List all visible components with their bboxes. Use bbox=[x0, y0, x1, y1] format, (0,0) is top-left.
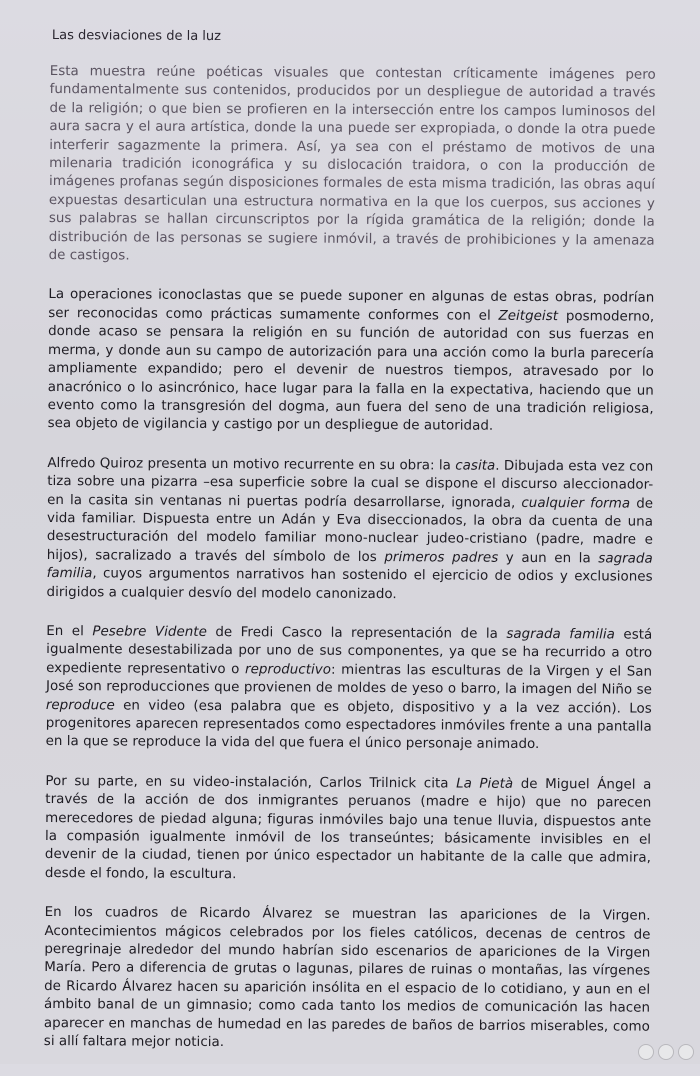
text-run: : mientras las esculturas de la Virgen y el San José son reproducciones que provienen de moldes de yeso o barro, la imagen del Niño se bbox=[45, 662, 653, 698]
badge-icon bbox=[638, 1044, 654, 1060]
italic-text: Zeitgeist bbox=[498, 308, 559, 324]
text-run: Por su parte, en su video-instalación, Carlos Trilnick cita bbox=[45, 773, 457, 792]
italic-text: sagrada familia bbox=[506, 626, 616, 643]
document-body bbox=[44, 63, 656, 1055]
paragraph bbox=[44, 904, 651, 1055]
italic-text: cualquier forma bbox=[521, 495, 631, 512]
italic-text: primeros padres bbox=[384, 549, 499, 566]
text-run: en video (esa palabra que es objeto, dispositivo y a la vez acción). Los progenitores aparecen representados como espectadores inmóviles frente a una pantalla en la que se reproduce la vida del que fuera el único personaje animado. bbox=[45, 698, 652, 753]
text-run: . Dibujada esta vez con tiza sobre una pizarra –esa superficie sobre la cual se dispone el discurso aleccionador- en la casita sin ventanas ni puertas podría desarrollarse, ignorada, bbox=[47, 458, 654, 511]
document-page bbox=[44, 28, 656, 1076]
paragraph bbox=[45, 773, 652, 887]
italic-text: casita bbox=[455, 458, 496, 474]
text-run: Alfredo Quiroz presenta un motivo recurrente en su obra: la bbox=[47, 455, 456, 474]
paragraph bbox=[46, 455, 653, 606]
italic-text: Pesebre Vidente bbox=[92, 624, 207, 640]
italic-text: sagrada familia bbox=[46, 551, 653, 582]
text-run: de vida familiar. Dispuesta entre un Adán y Eva diseccionados, la obra da cuenta de una desestructuración del modelo familiar mono-nuclear judeo-cristiano (padre, madre e hijos), sacralizado a través del símbolo de los bbox=[46, 496, 654, 565]
text-run: , cuyos argumentos narrativos han sostenido el ejercicio de odios y exclusiones dirigidos a cualquier desvío del modelo canonizado. bbox=[46, 566, 653, 602]
corner-stamp bbox=[638, 1044, 694, 1060]
text-run: La operaciones iconoclastas que se puede suponer en algunas de estas obras, podrían ser reconocidas como prácticas sumamente conformes con el bbox=[48, 287, 655, 324]
italic-text: La Pietà bbox=[456, 776, 514, 792]
text-run: En los cuadros de Ricardo Álvarez se muestran las apariciones de la Virgen. Acontecimientos mágicos celebrados por los fieles católicos, decenas de centros de peregrinaje alrededor del mundo habrían sido escenarios de apariciones de la Virgen María. Pero a diferencia de grutas o lagunas, pilares de ruinas o montañas, las vírgenes de Ricardo Álvarez hacen su aparición insólita en el espacio de lo cotidiano, y aun en el ámbito banal de un gimnasio; como cada tanto los medios de comunicación las hacen aparecer en manchas de humedad en las paredes de baños de barrios miserables, como si allí faltara mejor noticia. bbox=[43, 905, 651, 1051]
text-run: posmoderno, donde acaso se pensara la religión en su función de autoridad con sus fuerzas en merma, y donde aun su campo de autorización para una acción como la burla parecería ampliamente expandido; pero el devenir de nuestros tiempos, atravesado por lo anacrónico o lo asincrónico, hace lugar para la falla en la expectativa, haciendo que un evento como la transgresión del dogma, aun fuera del seno de una tradición religiosa, sea objeto de vigilancia y castigo por un despliegue de autoridad. bbox=[47, 308, 655, 435]
text-run: de Fredi Casco la representación de la bbox=[206, 624, 507, 642]
italic-text: reproduce bbox=[45, 697, 115, 714]
text-run: En el bbox=[46, 623, 93, 640]
paragraph bbox=[46, 623, 653, 756]
document-title: Las desviaciones de la luz bbox=[51, 28, 222, 45]
badge-icon bbox=[678, 1044, 694, 1060]
text-run: está igualmente desestabilizada por uno de sus componentes, ya que se ha recurrido a otro expediente representativo o bbox=[46, 627, 653, 677]
paragraph bbox=[49, 63, 656, 269]
text-run: y aun en la bbox=[498, 550, 599, 567]
badge-icon bbox=[658, 1044, 674, 1060]
text-run: Esta muestra reúne poéticas visuales que contestan críticamente imágenes pero fundamentalmente sus contenidos, producidos por un despliegue de autoridad a través de la religión; o que bien se profieren en la intersección entre los campos luminosos del aura sacra y el aura artística, donde la una puede ser expropiada, o donde la otra puede interferir sagazmente la primera. Así, ya sea con el préstamo de motivos de una milenaria tradición iconográfica y su dislocación traidora, o con la producción de imágenes profanas según disposiciones formales de esta misma tradición, las obras aquí expuestas desarticulan una estructura normativa en la que los cuerpos, sus acciones y sus palabras se hallan circunscriptos por la rígida gramática de la religión; donde la distribución de las personas se sugiere inmóvil, a través de prohibiciones y la amenaza de castigos. bbox=[48, 63, 656, 264]
text-run: de Miguel Ángel a través de la acción de dos inmigrantes peruanos (madre e hijo) que no parecen merecedores de piedad alguna; figuras inmóviles bajo una tenue lluvia, dispuestos ante la compasión igualmente inmóvil de los transeúntes; básicamente invisibles en el devenir de la ciudad, tienen por único espectador un habitante de la calle que admira, desde el fondo, la escultura. bbox=[44, 776, 652, 882]
italic-text: reproductivo bbox=[244, 661, 332, 678]
paragraph bbox=[48, 286, 655, 437]
